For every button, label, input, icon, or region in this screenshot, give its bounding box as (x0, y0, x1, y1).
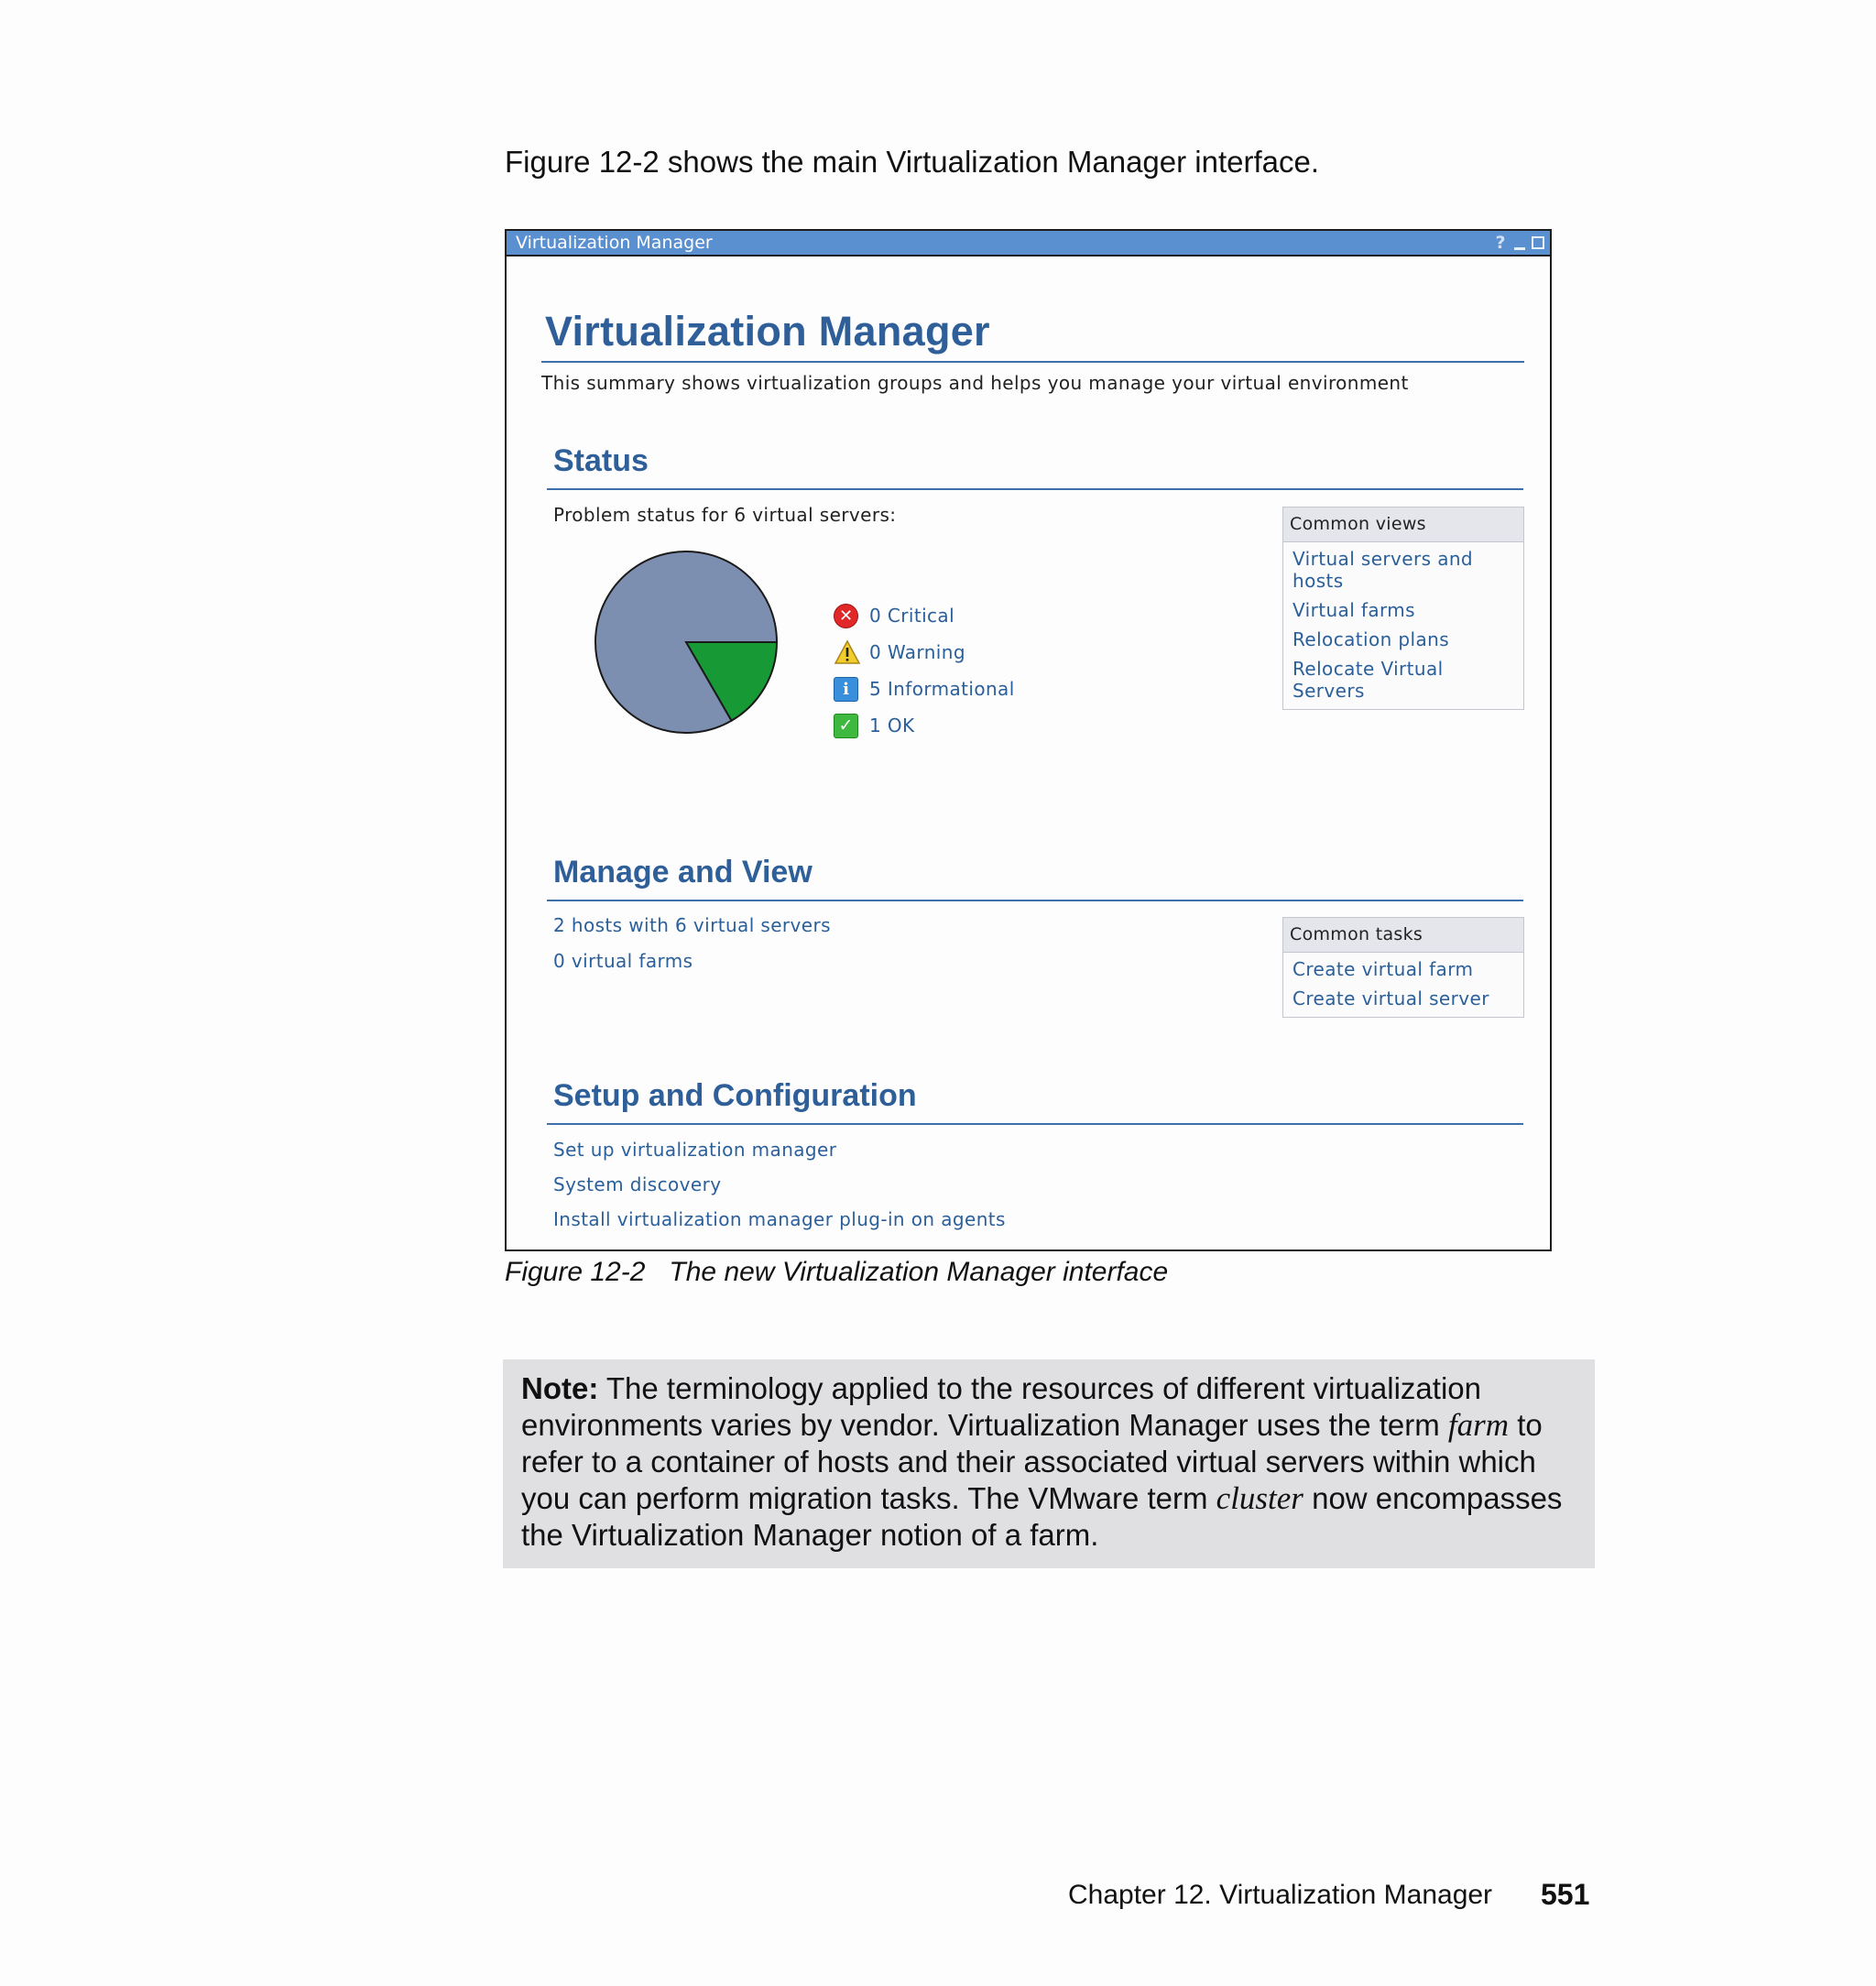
link-virtual-servers-and-hosts[interactable]: Virtual servers and hosts (1292, 548, 1474, 592)
figure-caption-label: Figure 12-2 (505, 1257, 646, 1287)
status-heading: Status (553, 443, 649, 478)
virtualization-manager-window (505, 229, 1552, 1251)
problem-status-text: Problem status for 6 virtual servers: (553, 504, 897, 526)
note-label: Note: (521, 1371, 599, 1405)
setup-config-divider (547, 1123, 1523, 1125)
common-tasks-links (1283, 953, 1523, 1017)
status-item-informational[interactable] (834, 671, 1015, 707)
common-tasks-panel (1282, 917, 1524, 1018)
minimize-icon[interactable] (1513, 233, 1526, 253)
intro-paragraph: Figure 12-2 shows the main Virtualization Manager interface. (505, 145, 1320, 179)
link-create-virtual-server[interactable]: Create virtual server (1292, 988, 1489, 1009)
status-ok-link[interactable]: 1 OK (869, 715, 915, 737)
status-item-warning[interactable] (834, 634, 1015, 671)
common-views-links (1283, 542, 1523, 709)
status-critical-link[interactable]: 0 Critical (869, 605, 955, 627)
link-create-virtual-farm[interactable]: Create virtual farm (1292, 958, 1474, 980)
common-tasks-heading: Common tasks (1283, 918, 1523, 953)
note-text-3: now encompasses the Virtualization Manager notion of a farm. (521, 1481, 1563, 1552)
maximize-icon[interactable] (1532, 236, 1544, 249)
note-text-1: The terminology applied to the resources of different virtualization environments varies by vendor. Virtualization Manager uses the term (521, 1371, 1481, 1442)
link-hosts-with-virtual-servers[interactable]: 2 hosts with 6 virtual servers (553, 914, 831, 936)
status-informational-link[interactable]: 5 Informational (869, 678, 1015, 700)
note-text-2: to refer to a container of hosts and their associated virtual servers within which you can perform migration tasks. The VMware term (521, 1408, 1543, 1515)
manage-view-divider (547, 900, 1523, 901)
page-description: This summary shows virtualization groups and helps you manage your virtual environment (541, 372, 1409, 394)
manage-view-heading: Manage and View (553, 855, 813, 889)
link-relocation-plans[interactable]: Relocation plans (1292, 628, 1450, 650)
status-divider (547, 488, 1523, 490)
help-icon[interactable]: ? (1495, 233, 1506, 253)
title-divider (541, 361, 1524, 363)
status-legend (834, 597, 1015, 744)
ok-icon: ✓ (834, 714, 858, 738)
link-virtual-farms-count[interactable]: 0 virtual farms (553, 950, 693, 972)
page-number: 551 (1541, 1878, 1590, 1911)
common-views-panel (1282, 507, 1524, 710)
window-title: Virtualization Manager (516, 233, 713, 253)
window-title-bar (507, 231, 1550, 256)
common-views-heading: Common views (1283, 507, 1523, 542)
note-term-farm: farm (1447, 1407, 1510, 1443)
window-controls (1493, 231, 1544, 255)
summary-pane (507, 256, 1550, 1249)
link-install-plugin-on-agents[interactable]: Install virtualization manager plug-in on agents (553, 1208, 1006, 1230)
figure-caption (505, 1257, 1168, 1288)
status-pie-chart (593, 549, 780, 736)
link-system-discovery[interactable]: System discovery (553, 1173, 722, 1195)
info-icon: i (834, 677, 858, 702)
page-title: Virtualization Manager (545, 308, 990, 355)
status-pie-svg (593, 549, 780, 736)
footer-chapter-title: Chapter 12. Virtualization Manager (1068, 1880, 1493, 1910)
link-relocate-virtual-servers[interactable]: Relocate Virtual Servers (1292, 658, 1444, 702)
note-box (503, 1359, 1595, 1568)
link-set-up-virtualization-manager[interactable]: Set up virtualization manager (553, 1139, 837, 1161)
setup-config-heading: Setup and Configuration (553, 1078, 917, 1113)
status-item-ok[interactable] (834, 707, 1015, 744)
critical-icon: ✕ (834, 604, 858, 628)
figure-caption-text: The new Virtualization Manager interface (669, 1257, 1169, 1287)
status-warning-link[interactable]: 0 Warning (869, 641, 965, 663)
link-virtual-farms[interactable]: Virtual farms (1292, 599, 1415, 621)
note-term-cluster: cluster (1216, 1480, 1303, 1516)
warning-icon (834, 639, 861, 665)
status-item-critical[interactable] (834, 597, 1015, 634)
